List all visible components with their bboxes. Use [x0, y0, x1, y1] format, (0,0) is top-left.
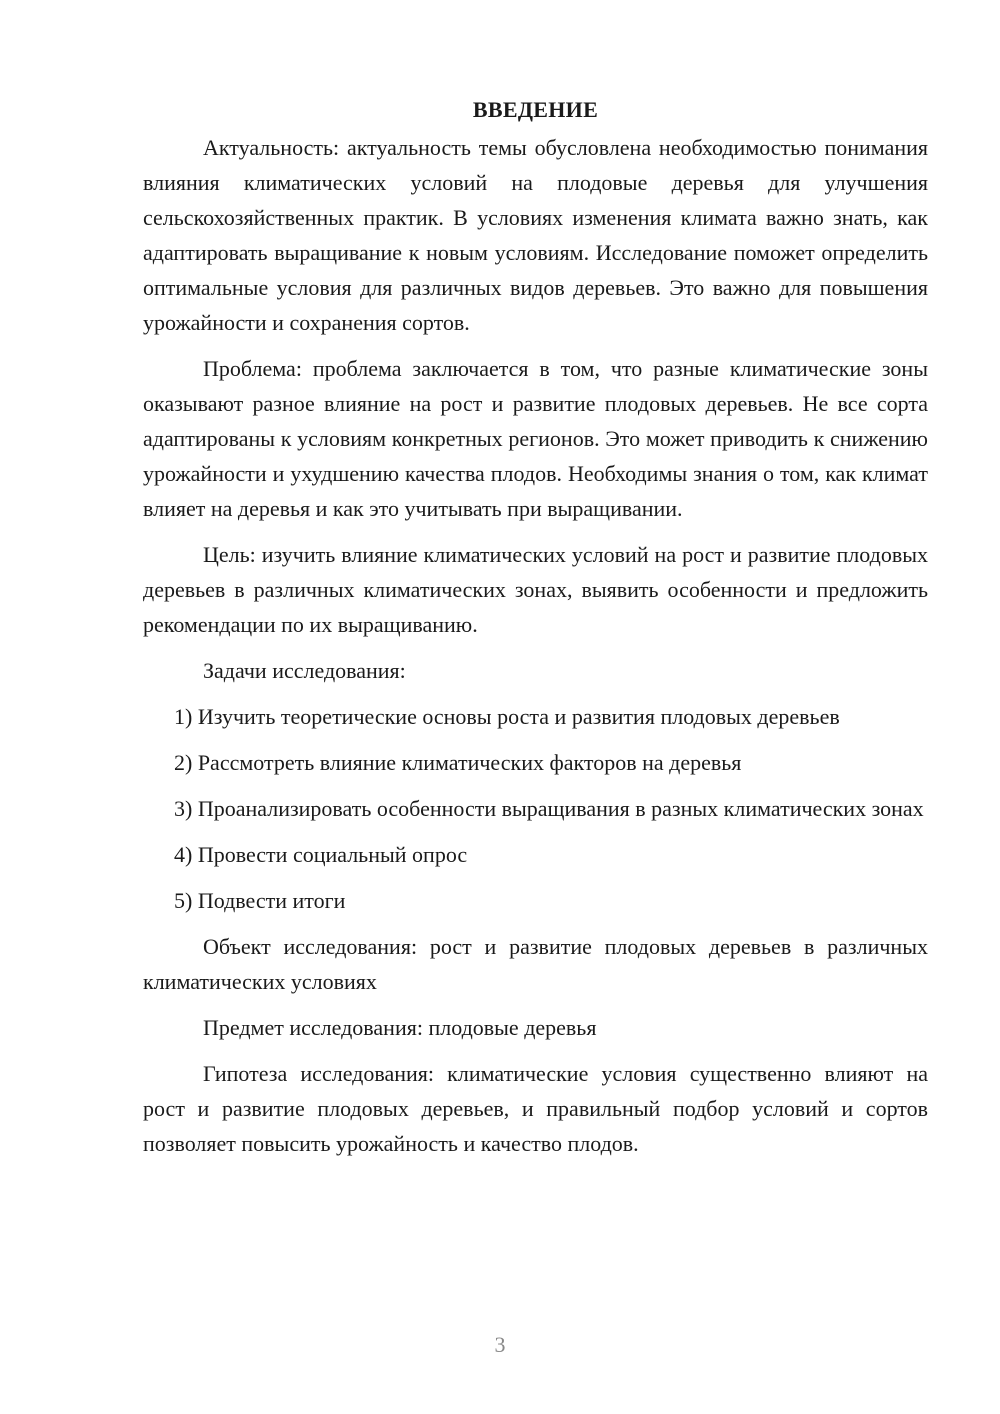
task-item-4: 4) Провести социальный опрос [174, 842, 468, 867]
document-page [143, 92, 928, 1172]
page-number: 3 [494, 1332, 506, 1357]
task-item-3: 3) Проанализировать особенности выращивания в разных климатических зонах [174, 796, 924, 821]
paragraph-object: Объект исследования: рост и развитие плодовых деревьев в различных климатических условиях [143, 934, 928, 994]
task-item-1: 1) Изучить теоретические основы роста и развития плодовых деревьев [174, 704, 840, 729]
paragraph-hypothesis: Гипотеза исследования: климатические условия существенно влияют на рост и развитие плодовых деревьев, и правильный подбор условий и сортов позволяет повысить урожайность и качество плодов. [143, 1061, 928, 1156]
paragraph-tasks-heading: Задачи исследования: [203, 658, 406, 683]
page-title: ВВЕДЕНИЕ [472, 97, 599, 122]
task-item-5: 5) Подвести итоги [174, 888, 346, 913]
paragraph-goal: Цель: изучить влияние климатических условий на рост и развитие плодовых деревьев в различных климатических зонах, выявить особенности и предложить рекомендации по их выращиванию. [143, 542, 928, 637]
task-item-2: 2) Рассмотреть влияние климатических факторов на деревья [174, 750, 742, 775]
paragraph-subject: Предмет исследования: плодовые деревья [203, 1015, 597, 1040]
paragraph-problem: Проблема: проблема заключается в том, что разные климатические зоны оказывают разное влияние на рост и развитие плодовых деревьев. Не все сорта адаптированы к условиям конкретных регионов. Это может приводить к снижению урожайности и ухудшению качества плодов. Необходимы знания о том, как климат влияет на деревья и как это учитывать при выращивании. [143, 356, 928, 521]
paragraph-relevance: Актуальность: актуальность темы обусловлена необходимостью понимания влияния климатических условий на плодовые деревья для улучшения сельскохозяйственных практик. В условиях изменения климата важно знать, как адаптировать выращивание к новым условиям. Исследование поможет определить оптимальные условия для различных видов деревьев. Это важно для повышения урожайности и сохранения сортов. [143, 135, 928, 335]
